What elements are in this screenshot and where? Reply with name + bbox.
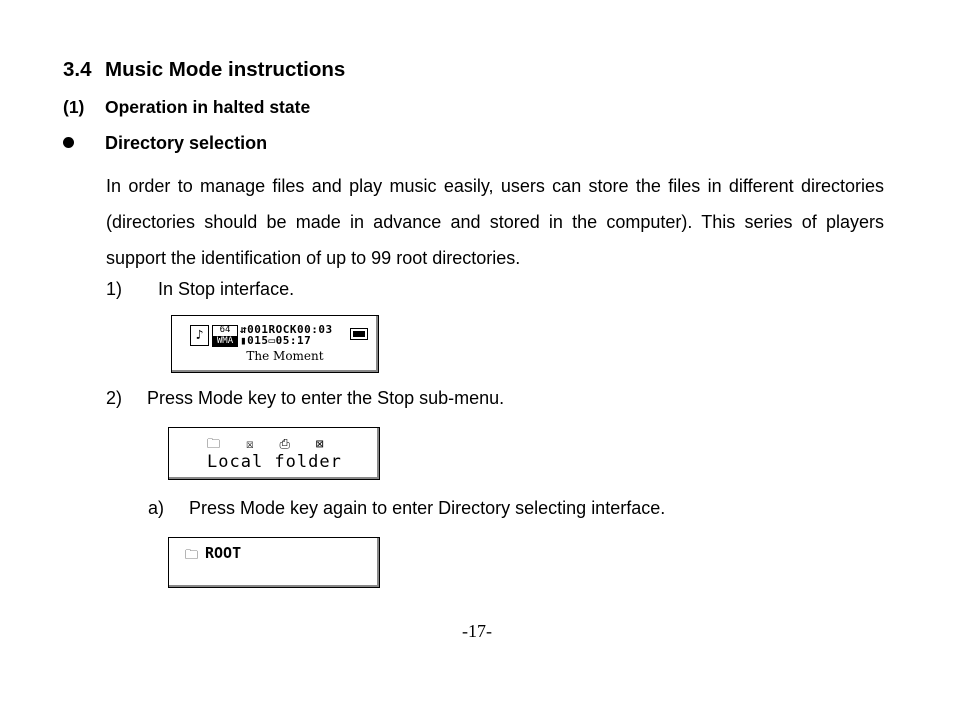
step-text: In Stop interface. — [158, 279, 295, 299]
step-number: a) — [148, 498, 165, 518]
track-title: The Moment — [246, 349, 324, 363]
bullet-title: Directory selection — [105, 133, 268, 153]
step-text: Press Mode key again to enter Directory selecting interface. — [189, 498, 666, 518]
step-1 — [106, 279, 294, 300]
subsection-heading — [63, 97, 310, 118]
step-a — [148, 498, 665, 519]
music-note-icon: ♪ — [190, 325, 209, 346]
status-row-2: ▮015▭05:17 — [240, 334, 312, 347]
subsection-title: Operation in halted state — [105, 97, 311, 117]
submenu-label: Local folder — [207, 452, 342, 472]
step-number: 1) — [106, 279, 123, 299]
bullet-dot-icon — [63, 137, 74, 148]
bullet-item — [63, 133, 267, 154]
bitrate-badge: 64 — [212, 325, 238, 337]
folder-icon: 🗀 — [185, 548, 199, 563]
status-row-1: ⇵001ROCK00:03 — [240, 323, 333, 336]
directory-label: ROOT — [205, 544, 242, 562]
section-number: 3.4 — [63, 58, 92, 81]
format-badge: WMA — [212, 336, 238, 347]
battery-icon — [350, 328, 368, 340]
step-2 — [106, 388, 504, 409]
subsection-number: (1) — [63, 97, 85, 117]
directory-select-screen — [168, 537, 380, 588]
stop-submenu-screen — [168, 427, 380, 480]
submenu-icons: 🗀 ☒ ⎙ ⊠ — [207, 437, 333, 452]
step-number: 2) — [106, 388, 123, 408]
section-heading — [63, 58, 345, 82]
section-title: Music Mode instructions — [105, 58, 346, 81]
page-number: -17- — [462, 621, 492, 641]
stop-interface-screen — [171, 315, 379, 373]
step-text: Press Mode key to enter the Stop sub-menu. — [147, 388, 505, 408]
body-paragraph: In order to manage files and play music easily, users can store the files in different directories (directories should be made in advance and stored in the computer). This series of players support the identification of up to 99 root directories. — [106, 176, 884, 268]
